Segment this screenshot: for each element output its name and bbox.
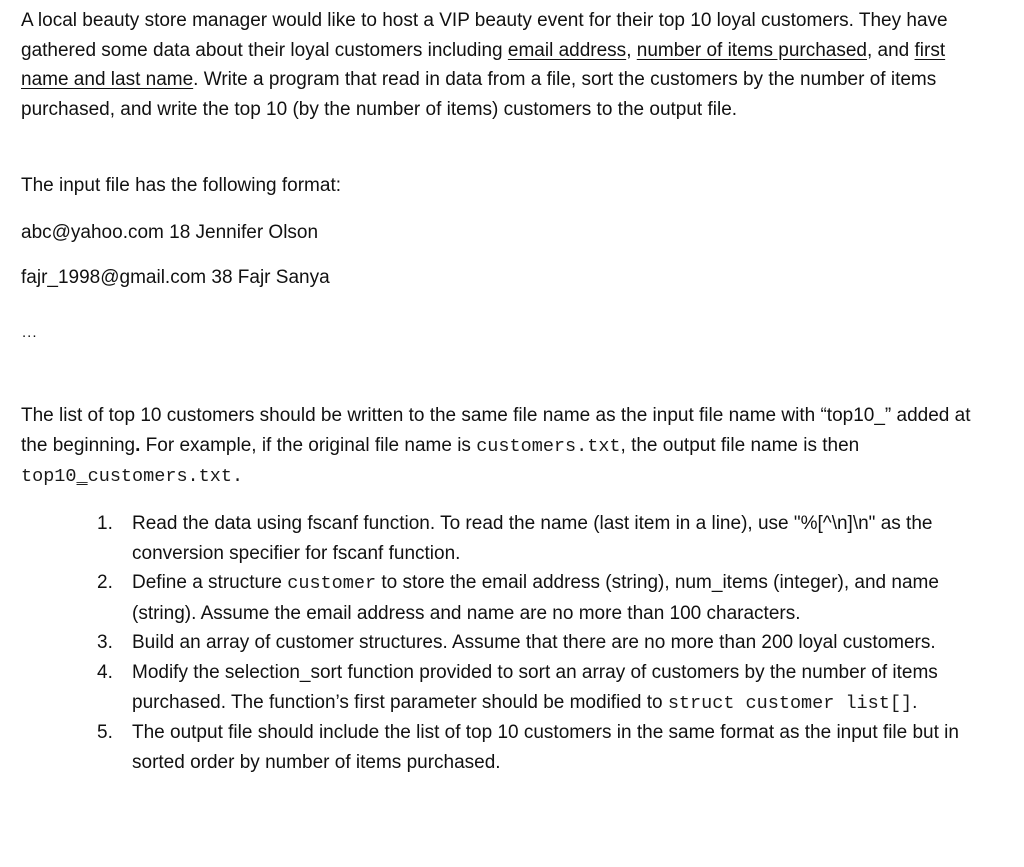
output-filename-code-c: customers.txt. <box>87 466 244 488</box>
list-item <box>97 718 997 777</box>
intro-text-1: A local beauty store manager would like to host a VIP beauty event for their top 10 loyal customers. They have gathered some data about their loyal customers including <box>21 10 948 61</box>
list-item-text: The output file should include the list of top 10 customers in the same format as the input file but in sorted order by number of items purchased. <box>132 722 959 773</box>
intro-paragraph <box>21 6 996 124</box>
output-text-1: The list of top 10 customers should be written to the same file name as the input file name with “top10_” added at the beginning <box>21 405 971 456</box>
list-item-number: 3. <box>97 632 113 654</box>
output-text-3: , the output file name is then <box>620 434 860 456</box>
list-item <box>97 509 997 568</box>
requirements-list <box>97 509 997 777</box>
list-item <box>97 628 997 658</box>
output-paragraph <box>21 401 996 492</box>
example-line-1: abc@yahoo.com 18 Jennifer Olson <box>21 222 319 243</box>
list-item-number: 2. <box>97 572 113 594</box>
intro-comma-1: , <box>626 39 637 61</box>
list-item-number: 1. <box>97 513 113 534</box>
output-period: . <box>135 434 141 456</box>
list-item-number: 4. <box>97 661 113 683</box>
param-signature-code: struct customer list[] <box>667 692 913 714</box>
input-filename-code: customers.txt <box>476 435 621 457</box>
example-ellipsis: ... <box>22 324 38 341</box>
list-item-text: Build an array of customer structures. Assume that there are no more than 200 loyal customers. <box>132 632 936 654</box>
output-filename-code-b: _ <box>76 466 88 488</box>
list-item-text-post: to store the email address (string), num_items (integer), and name (string). Assume the email address and name are no more than 100 characters. <box>132 572 939 624</box>
intro-text-2: . Write a program that read in data from a file, sort the customers by the number of items purchased, and write the top 10 (by the number of items) customers to the output file. <box>21 69 937 120</box>
list-item <box>97 658 997 718</box>
list-item-text-pre: Define a structure <box>132 572 288 594</box>
output-text-2: For example, if the original file name is <box>140 434 477 456</box>
list-item-text-post: . <box>912 691 918 713</box>
items-purchased-underlined: number of items purchased <box>636 39 867 61</box>
list-item-text: Read the data using fscanf function. To read the name (last item in a line), use "%[^\n]\n" as the conversion specifier for fscanf function. <box>132 513 933 564</box>
list-item-text-pre: Modify the selection_sort function provided to sort an array of customers by the number of items purchased. The function’s first parameter should be modified to <box>132 661 938 713</box>
example-line-2: fajr_1998@gmail.com 38 Fajr Sanya <box>21 267 330 288</box>
email-address-underlined: email address <box>507 39 627 61</box>
struct-name-code: customer <box>287 573 377 595</box>
output-filename-code-a: top10 <box>21 466 77 488</box>
intro-comma-2: , and <box>866 39 915 61</box>
format-heading: The input file has the following format: <box>21 175 342 196</box>
name-underlined: first name and last name <box>21 39 946 91</box>
list-item <box>97 568 997 628</box>
list-item-number: 5. <box>97 722 113 744</box>
